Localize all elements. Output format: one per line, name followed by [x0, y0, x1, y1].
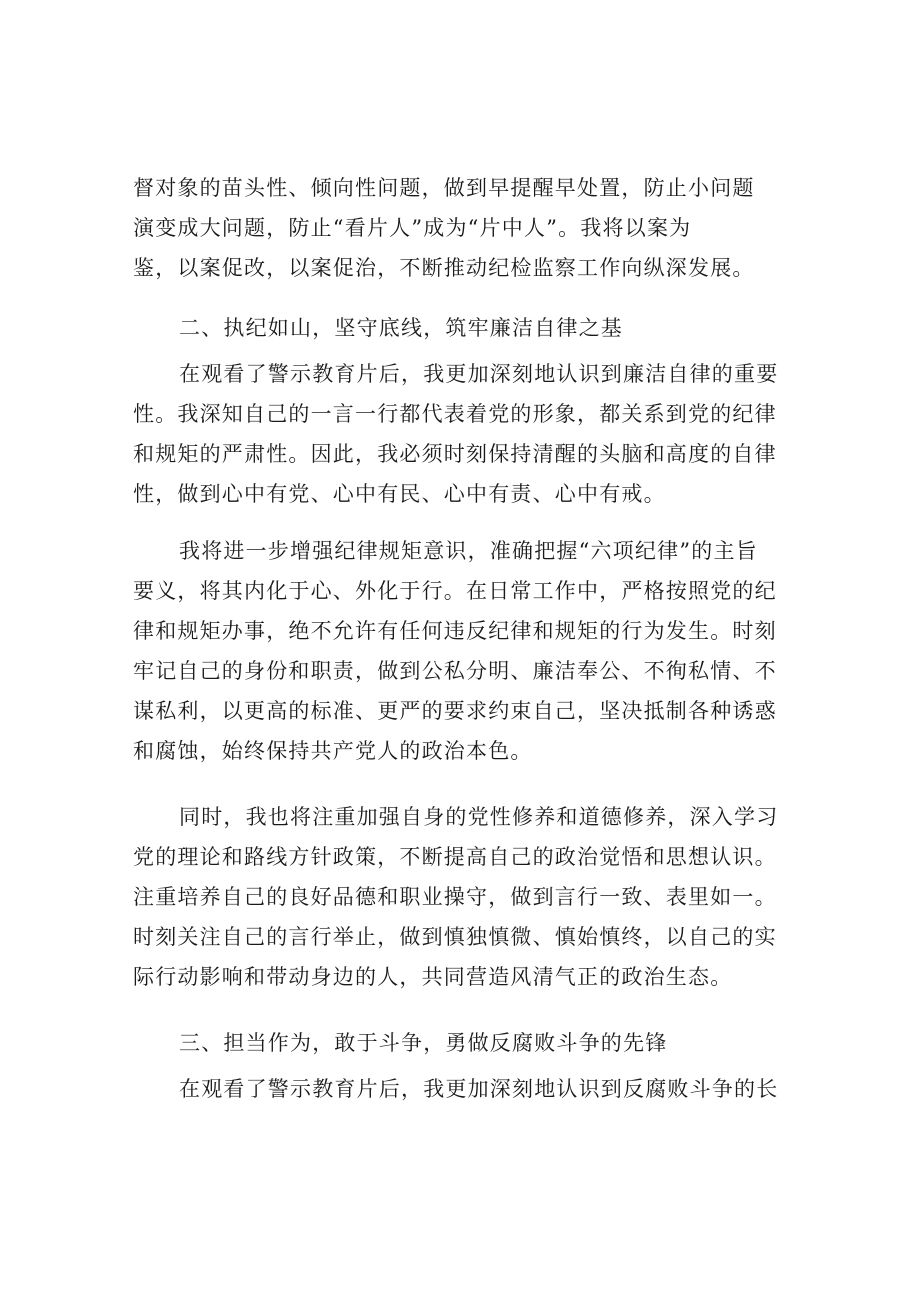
text-line: 际行动影响和带动身边的人，共同营造风清气正的政治生态。: [133, 965, 733, 989]
text-line: 和规矩的严肃性。因此，我必须时刻保持清醒的头脑和高度的自律: [133, 442, 777, 466]
text-line: 在观看了警示教育片后，我更加深刻地认识到反腐败斗争的长: [179, 1077, 779, 1101]
text-line: 我将进一步增强纪律规矩意识，准确把握“六项纪律”的主旨: [179, 539, 758, 563]
text-line: 性。我深知自己的一言一行都代表着党的形象，都关系到党的纪律: [133, 402, 777, 426]
text-line: 性，做到心中有党、心中有民、心中有责、心中有戒。: [133, 482, 666, 506]
text-line: 在观看了警示教育片后，我更加深刻地认识到廉洁自律的重要: [179, 362, 779, 386]
text-line: 牢记自己的身份和职责，做到公私分明、廉洁奉公、不徇私情、不: [133, 659, 777, 683]
text-line: 谋私利，以更高的标准、更严的要求约束自己，坚决抵制各种诱惑: [133, 699, 777, 723]
section-heading-3: [133, 1023, 797, 1063]
text-line: 督对象的苗头性、倾向性问题，做到早提醒早处置，防止小问题: [133, 176, 755, 200]
text-line: 鉴，以案促改，以案促治，不断推动纪检监察工作向纵深发展。: [133, 256, 755, 280]
text-line: 律和规矩办事，绝不允许有任何违反纪律和规矩的行为发生。时刻: [133, 619, 777, 643]
text-line: 注重培养自己的良好品德和职业操守，做到言行一致、表里如一。: [133, 885, 777, 909]
paragraph-party-cultivation: [133, 797, 797, 997]
text-line: 同时，我也将注重加强自身的党性修养和道德修养，深入学习: [179, 805, 779, 829]
text-line: 要义，将其内化于心、外化于行。在日常工作中，严格按照党的纪: [133, 579, 777, 603]
paragraph-continuation: [133, 168, 797, 288]
paragraph-anti-corruption: [133, 1069, 797, 1109]
text-line: 和腐蚀，始终保持共产党人的政治本色。: [133, 739, 533, 763]
section-heading-2: [133, 308, 797, 348]
heading-text: 二、执纪如山，坚守底线，筑牢廉洁自律之基: [179, 316, 623, 340]
paragraph-self-discipline: [133, 354, 797, 514]
heading-text: 三、担当作为，敢于斗争，勇做反腐败斗争的先锋: [179, 1031, 668, 1055]
text-line: 演变成大问题，防止“看片人”成为“片中人”。我将以案为: [133, 216, 692, 240]
text-line: 党的理论和路线方针政策，不断提高自己的政治觉悟和思想认识。: [133, 845, 777, 869]
text-line: 时刻关注自己的言行举止，做到慎独慎微、慎始慎终，以自己的实: [133, 925, 777, 949]
paragraph-discipline-rules: [133, 531, 797, 771]
